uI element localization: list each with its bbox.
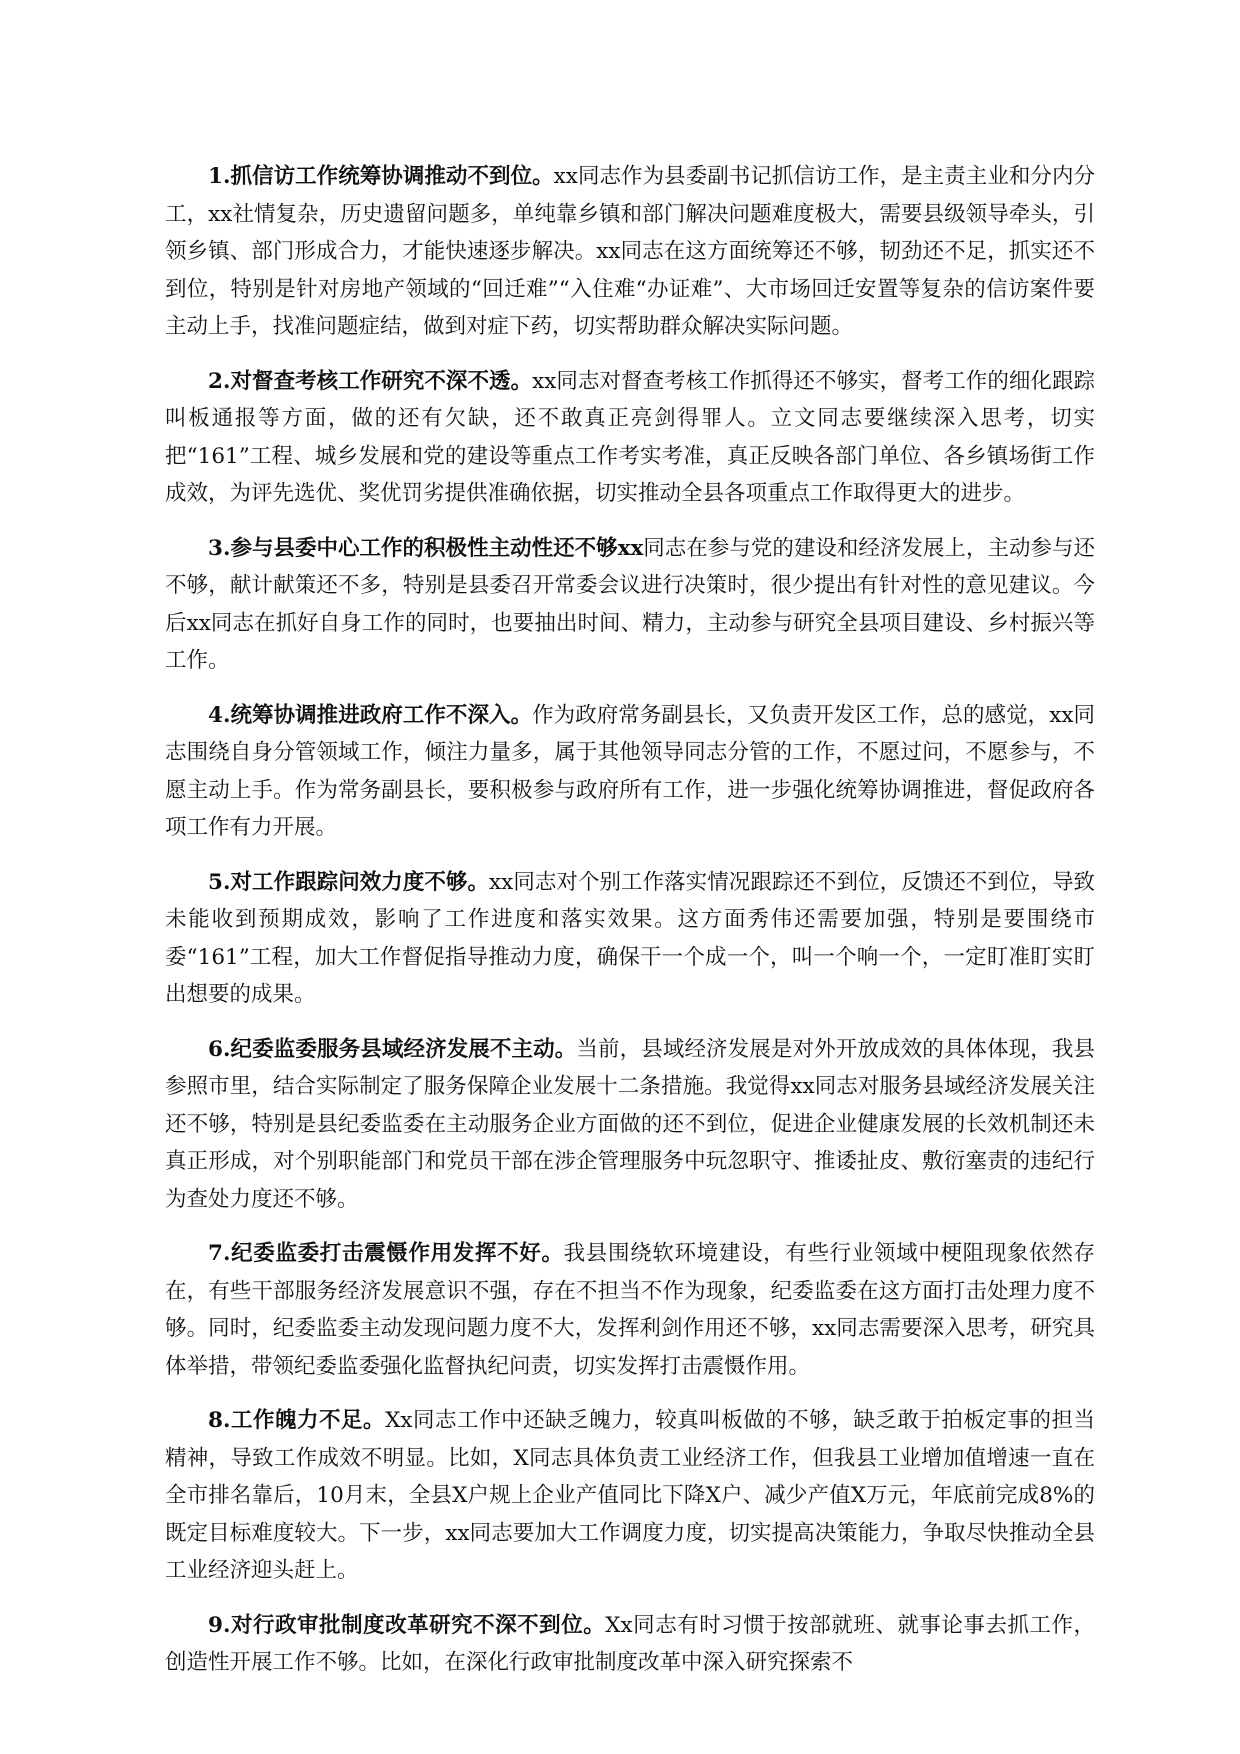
- paragraph-heading: 1.抓信访工作统筹协调推动不到位。: [208, 164, 554, 189]
- paragraph-heading: 7.纪委监委打击震慑作用发挥不好。: [208, 1241, 564, 1266]
- paragraph-heading: 5.对工作跟踪问效力度不够。: [208, 869, 490, 895]
- paragraph-7: [165, 1235, 1095, 1385]
- paragraph-body: xx同志对督查考核工作抓得还不够实，督考工作的细化跟踪叫板通报等方面，做的还有欠缺，还不敢真正亮剑得罪人。立文同志要继续深入思考，切实把“161”工程、城乡发展和党的建设等重点工作考实考准，真正反映各部门单位、各乡镇场街工作成效，为评先选优、奖优罚劣提供准确依据，切实推动全县各项重点工作取得更大的进步。: [165, 368, 1095, 506]
- paragraph-9: [165, 1607, 1095, 1682]
- paragraph-6: [165, 1031, 1095, 1219]
- paragraph-1: [165, 158, 1095, 346]
- paragraph-body: xx同志作为县委副书记抓信访工作，是主责主业和分内分工，xx社情复杂，历史遗留问题多，单纯靠乡镇和部门解决问题难度极大，需要县级领导牵头，引领乡镇、部门形成合力，才能快速逐步解决。xx同志在这方面统筹还不够，韧劲还不足，抓实还不到位，特别是针对房地产领域的“回迁难”“入住难“办证难”、大市场回迁安置等复杂的信访案件要主动上手，找准问题症结，做到对症下药，切实帮助群众解决实际问题。: [165, 164, 1095, 339]
- paragraph-4: [165, 697, 1095, 847]
- paragraph-heading: 4.统筹协调推进政府工作不深入。: [208, 702, 533, 728]
- paragraph-body: Xx同志工作中还缺乏魄力，较真叫板做的不够，缺乏敢于拍板定事的担当精神，导致工作成效不明显。比如，X同志具体负责工业经济工作，但我县工业增加值增速一直在全市排名靠后，10月末，全县X户规上企业产值同比下降X户、减少产值X万元，年底前完成8%的既定目标难度较大。下一步，xx同志要加大工作调度力度，切实提高决策能力，争取尽快推动全县工业经济迎头赶上。: [165, 1408, 1095, 1583]
- paragraph-body: xx同志对个别工作落实情况跟踪还不到位，反馈还不到位，导致未能收到预期成效，影响了工作进度和落实效果。这方面秀伟还需要加强，特别是要围绕市委“161”工程，加大工作督促指导推动力度，确保干一个成一个，叫一个响一个，一定盯准盯实盯出想要的成果。: [165, 869, 1095, 1007]
- paragraph-heading: 6.纪委监委服务县域经济发展不主动。: [208, 1036, 577, 1062]
- paragraph-heading: 2.对督查考核工作研究不深不透。: [208, 368, 533, 394]
- paragraph-2: [165, 363, 1095, 513]
- paragraph-heading: 9.对行政审批制度改革研究不深不到位。: [208, 1612, 606, 1638]
- paragraph-body: 当前，县域经济发展是对外开放成效的具体体现，我县参照市里，结合实际制定了服务保障企业发展十二条措施。我觉得xx同志对服务县域经济发展关注还不够，特别是县纪委监委在主动服务企业方面做的还不到位，促进企业健康发展的长效机制还未真正形成，对个别职能部门和党员干部在涉企管理服务中玩忽职守、推诿扯皮、敷衍塞责的违纪行为查处力度还不够。: [165, 1036, 1095, 1212]
- paragraph-body: 同志在参与党的建设和经济发展上，主动参与还不够，献计献策还不多，特别是县委召开常委会议进行决策时，很少提出有针对性的意见建议。今后xx同志在抓好自身工作的同时，也要抽出时间、精力，主动参与研究全县项目建设、乡村振兴等工作。: [165, 535, 1095, 673]
- document-page: [165, 158, 1095, 1699]
- paragraph-body: 我县围绕软环境建设，有些行业领域中梗阻现象依然存在，有些干部服务经济发展意识不强，存在不担当不作为现象，纪委监委在这方面打击处理力度不够。同时，纪委监委主动发现问题力度不大，发挥利剑作用还不够，xx同志需要深入思考，研究具体举措，带领纪委监委强化监督执纪问责，切实发挥打击震慑作用。: [165, 1241, 1095, 1379]
- paragraph-8: [165, 1402, 1095, 1590]
- paragraph-heading: 3.参与县委中心工作的积极性主动性还不够xx: [208, 535, 644, 561]
- paragraph-body: Xx同志有时习惯于按部就班、就事论事去抓工作，创造性开展工作不够。比如，在深化行政审批制度改革中深入研究探索不: [165, 1612, 1095, 1675]
- paragraph-3: [165, 530, 1095, 680]
- paragraph-heading: 8.工作魄力不足。: [208, 1408, 386, 1433]
- paragraph-5: [165, 864, 1095, 1014]
- paragraph-body: 作为政府常务副县长，又负责开发区工作，总的感觉，xx同志围绕自身分管领域工作，倾注力量多，属于其他领导同志分管的工作，不愿过问，不愿参与，不愿主动上手。作为常务副县长，要积极参与政府所有工作，进一步强化统筹协调推进，督促政府各项工作有力开展。: [165, 702, 1095, 840]
